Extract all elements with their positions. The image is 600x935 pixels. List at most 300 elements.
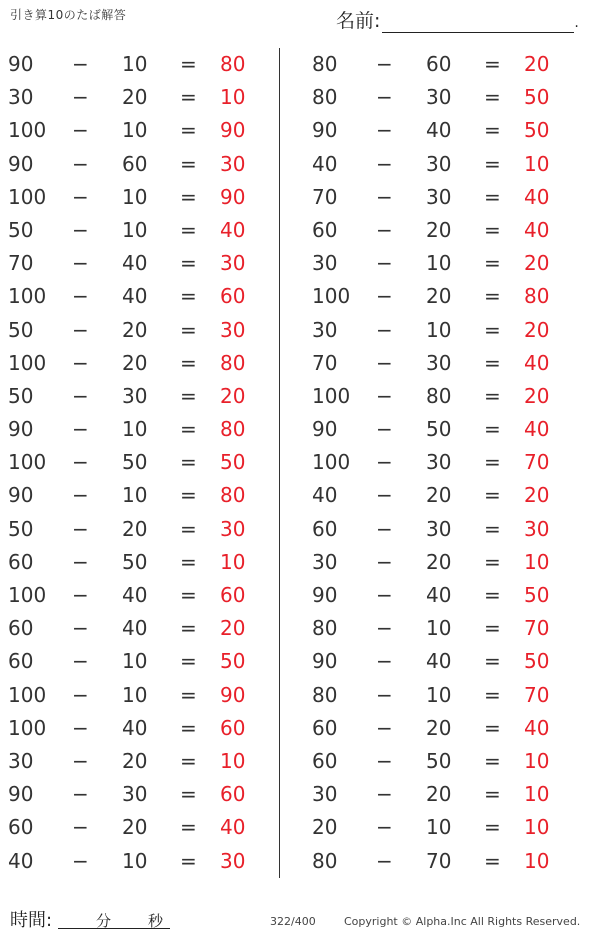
minuend: 100 [8,284,47,309]
problem-row [304,679,584,712]
minuend: 100 [8,118,47,143]
answer: 80 [220,483,246,508]
problem-row [0,214,280,247]
answer: 80 [220,52,246,76]
subtrahend: 20 [426,217,452,242]
minuend: 100 [312,450,351,475]
answer: 50 [220,649,246,674]
minuend: 50 [8,317,34,342]
answer: 20 [220,383,246,408]
minus-sign: − [376,284,393,309]
subtrahend: 10 [426,251,452,276]
equals-sign: = [484,516,501,541]
minus-sign: − [72,848,89,873]
subtrahend: 30 [426,516,452,541]
subtrahend: 20 [122,815,148,840]
minus-sign: − [376,450,393,475]
minuend: 70 [8,251,34,276]
answer: 70 [524,450,550,475]
name-field [336,6,579,33]
minus-sign: − [72,383,89,408]
equals-sign: = [180,583,197,607]
problem-row [0,247,280,280]
minus-sign: − [376,251,393,276]
equals-sign: = [180,350,197,375]
minus-sign: − [376,350,393,375]
minuend: 90 [312,583,338,607]
subtrahend: 20 [426,549,452,574]
answer: 20 [524,317,550,342]
minus-sign: − [72,715,89,740]
minuend: 60 [8,649,34,674]
subtrahend: 20 [122,516,148,541]
equals-sign: = [180,616,197,641]
answer: 10 [524,848,550,873]
minuend: 90 [8,483,34,508]
answer: 40 [524,350,550,375]
minuend: 100 [312,284,351,309]
subtrahend: 20 [426,483,452,508]
problem-row [0,712,280,745]
footer [0,906,600,934]
answer: 20 [524,251,550,276]
time-label: 時間: [10,910,53,931]
problem-row [304,546,584,579]
minus-sign: − [376,383,393,408]
problem-row [0,845,280,878]
minuend: 30 [312,317,338,342]
answer: 70 [524,682,550,707]
problem-row [0,479,280,512]
answer: 40 [524,417,550,442]
equals-sign: = [484,782,501,807]
problem-row [304,612,584,645]
minuend: 20 [312,815,338,840]
problem-row [0,513,280,546]
minuend: 100 [312,383,351,408]
problem-row [304,114,584,147]
minus-sign: − [376,583,393,607]
minus-sign: − [376,649,393,674]
minuend: 50 [8,217,34,242]
answer: 60 [220,583,246,607]
subtrahend: 10 [122,848,148,873]
equals-sign: = [484,450,501,475]
answer: 30 [220,151,246,176]
minuend: 80 [312,616,338,641]
equals-sign: = [180,151,197,176]
subtrahend: 10 [122,417,148,442]
answer: 90 [220,184,246,209]
equals-sign: = [180,383,197,408]
minus-sign: − [376,616,393,641]
equals-sign: = [180,848,197,873]
answer: 20 [524,483,550,508]
subtrahend: 10 [122,52,148,76]
minuend: 60 [8,815,34,840]
answer: 60 [220,715,246,740]
answer: 50 [220,450,246,475]
subtrahend: 10 [122,118,148,143]
subtrahend: 40 [122,284,148,309]
seconds-label: 秒 [148,912,164,930]
equals-sign: = [484,583,501,607]
problem-row [304,712,584,745]
minuend: 70 [312,350,338,375]
answer: 20 [220,616,246,641]
answer: 30 [220,317,246,342]
answer: 40 [524,217,550,242]
minus-sign: − [376,483,393,508]
equals-sign: = [484,848,501,873]
answer: 50 [524,649,550,674]
minuend: 60 [312,217,338,242]
equals-sign: = [484,251,501,276]
problem-row [0,546,280,579]
problem-row [304,214,584,247]
problem-row [304,148,584,181]
minuend: 100 [8,184,47,209]
equals-sign: = [180,748,197,773]
minuend: 90 [8,52,34,76]
subtrahend: 20 [122,85,148,110]
equals-sign: = [180,217,197,242]
equals-sign: = [484,383,501,408]
answer: 50 [524,85,550,110]
minuend: 100 [8,682,47,707]
answer: 70 [524,616,550,641]
problem-row [0,81,280,114]
subtrahend: 20 [426,782,452,807]
minuend: 60 [8,549,34,574]
equals-sign: = [484,350,501,375]
minus-sign: − [376,748,393,773]
answer: 40 [524,184,550,209]
minus-sign: − [72,284,89,309]
subtrahend: 70 [426,848,452,873]
equals-sign: = [180,649,197,674]
minus-sign: − [376,782,393,807]
subtrahend: 30 [426,151,452,176]
problem-row [304,280,584,313]
problem-row [0,347,280,380]
answer: 50 [524,118,550,143]
equals-sign: = [180,52,197,76]
problem-row [0,579,280,612]
problem-row [0,745,280,778]
minus-sign: − [376,848,393,873]
copyright: Copyright © Alpha.Inc All Rights Reserved. [344,915,581,928]
equals-sign: = [484,649,501,674]
name-line [382,14,574,33]
problem-row [304,479,584,512]
subtrahend: 10 [122,649,148,674]
subtrahend: 20 [426,284,452,309]
minuend: 30 [8,85,34,110]
page-number: 322/400 [270,915,316,928]
minus-sign: − [72,649,89,674]
equals-sign: = [484,52,501,76]
answer: 30 [220,516,246,541]
answer: 20 [524,383,550,408]
answer: 10 [220,549,246,574]
minus-sign: − [72,85,89,110]
minuend: 60 [312,516,338,541]
answer: 40 [524,715,550,740]
equals-sign: = [180,450,197,475]
minus-sign: − [72,151,89,176]
subtrahend: 30 [426,450,452,475]
problem-row [304,513,584,546]
equals-sign: = [180,782,197,807]
minus-sign: − [376,118,393,143]
problem-row [0,612,280,645]
subtrahend: 30 [122,782,148,807]
equals-sign: = [484,118,501,143]
answer: 20 [524,52,550,76]
subtrahend: 40 [122,251,148,276]
minus-sign: − [72,350,89,375]
problem-row [304,413,584,446]
minus-sign: − [72,583,89,607]
minuend: 30 [312,782,338,807]
answer: 60 [220,782,246,807]
minus-sign: − [72,217,89,242]
subtrahend: 20 [122,317,148,342]
answer: 10 [524,782,550,807]
answer: 90 [220,682,246,707]
equals-sign: = [484,815,501,840]
minus-sign: − [72,184,89,209]
minus-sign: − [72,682,89,707]
equals-sign: = [484,85,501,110]
minuend: 60 [8,616,34,641]
problem-row [0,679,280,712]
answer: 80 [524,284,550,309]
minus-sign: − [72,52,89,76]
problem-row [304,181,584,214]
minus-sign: − [376,682,393,707]
minuend: 90 [8,151,34,176]
problem-row [0,413,280,446]
minuend: 100 [8,350,47,375]
minuend: 30 [312,251,338,276]
answer: 40 [220,815,246,840]
answer: 30 [524,516,550,541]
minus-sign: − [376,52,393,76]
minuend: 90 [312,417,338,442]
subtrahend: 50 [122,549,148,574]
right-problem-column [304,48,584,878]
worksheet-title: 引き算10のたば解答 [10,8,127,22]
minuend: 80 [312,52,338,76]
subtrahend: 10 [426,616,452,641]
minuend: 70 [312,184,338,209]
minus-sign: − [72,317,89,342]
equals-sign: = [180,251,197,276]
equals-sign: = [484,151,501,176]
minus-sign: − [376,317,393,342]
problem-row [0,114,280,147]
minuend: 80 [312,682,338,707]
minus-sign: − [72,782,89,807]
subtrahend: 50 [122,450,148,475]
minuend: 50 [8,516,34,541]
subtrahend: 10 [122,184,148,209]
subtrahend: 30 [426,85,452,110]
minus-sign: − [376,151,393,176]
subtrahend: 30 [426,184,452,209]
minus-sign: − [72,748,89,773]
minuend: 90 [8,782,34,807]
problem-row [304,380,584,413]
subtrahend: 20 [122,350,148,375]
minus-sign: − [376,417,393,442]
problem-row [304,247,584,280]
equals-sign: = [180,118,197,143]
problem-row [304,314,584,347]
equals-sign: = [180,815,197,840]
minuend: 90 [8,417,34,442]
minus-sign: − [72,450,89,475]
problem-row [304,778,584,811]
subtrahend: 20 [122,748,148,773]
problem-row [0,446,280,479]
equals-sign: = [484,317,501,342]
minuend: 100 [8,583,47,607]
subtrahend: 30 [426,350,452,375]
left-problem-column [0,48,280,878]
subtrahend: 50 [426,417,452,442]
answer: 40 [220,217,246,242]
problem-row [0,380,280,413]
minuend: 30 [8,748,34,773]
minutes-label: 分 [96,912,112,930]
equals-sign: = [484,682,501,707]
minus-sign: − [72,483,89,508]
answer: 80 [220,350,246,375]
answer: 30 [220,848,246,873]
subtrahend: 10 [122,483,148,508]
equals-sign: = [484,483,501,508]
subtrahend: 40 [426,649,452,674]
answer: 10 [524,748,550,773]
problem-row [304,347,584,380]
subtrahend: 60 [426,52,452,76]
minuend: 40 [312,483,338,508]
equals-sign: = [180,184,197,209]
equals-sign: = [180,715,197,740]
problem-row [0,314,280,347]
answer: 10 [220,748,246,773]
problem-row [304,579,584,612]
problem-row [0,811,280,844]
answer: 10 [524,549,550,574]
equals-sign: = [484,616,501,641]
minuend: 90 [312,118,338,143]
minus-sign: − [376,549,393,574]
problem-row [0,148,280,181]
answer: 10 [220,85,246,110]
problem-row [304,845,584,878]
minus-sign: − [376,516,393,541]
subtrahend: 40 [426,583,452,607]
equals-sign: = [484,748,501,773]
equals-sign: = [484,217,501,242]
answer: 10 [524,815,550,840]
minus-sign: − [72,815,89,840]
minuend: 60 [312,748,338,773]
minus-sign: − [376,815,393,840]
subtrahend: 80 [426,383,452,408]
name-label: 名前: [336,10,381,32]
minus-sign: − [376,85,393,110]
equals-sign: = [180,682,197,707]
problem-row [0,48,280,81]
minuend: 90 [312,649,338,674]
subtrahend: 10 [426,815,452,840]
subtrahend: 10 [122,217,148,242]
subtrahend: 40 [122,583,148,607]
minus-sign: − [72,549,89,574]
minuend: 80 [312,85,338,110]
subtrahend: 50 [426,748,452,773]
minuend: 40 [8,848,34,873]
minuend: 40 [312,151,338,176]
minus-sign: − [72,616,89,641]
equals-sign: = [484,715,501,740]
answer: 80 [220,417,246,442]
subtrahend: 20 [426,715,452,740]
minus-sign: − [376,715,393,740]
subtrahend: 40 [426,118,452,143]
problem-row [304,811,584,844]
problem-row [0,645,280,678]
problem-row [304,81,584,114]
minus-sign: − [72,417,89,442]
problem-row [304,645,584,678]
problem-row [304,745,584,778]
minus-sign: − [72,516,89,541]
problem-row [304,446,584,479]
minuend: 60 [312,715,338,740]
answer: 50 [524,583,550,607]
minus-sign: − [376,184,393,209]
equals-sign: = [484,284,501,309]
problem-row [0,280,280,313]
answer: 90 [220,118,246,143]
name-dot: . [574,15,579,31]
answer: 30 [220,251,246,276]
answer: 10 [524,151,550,176]
subtrahend: 60 [122,151,148,176]
equals-sign: = [484,549,501,574]
minus-sign: − [72,251,89,276]
equals-sign: = [484,417,501,442]
subtrahend: 10 [426,682,452,707]
minuend: 100 [8,715,47,740]
subtrahend: 40 [122,715,148,740]
subtrahend: 30 [122,383,148,408]
minuend: 50 [8,383,34,408]
problem-row [0,181,280,214]
minuend: 30 [312,549,338,574]
equals-sign: = [180,284,197,309]
equals-sign: = [180,516,197,541]
minuend: 100 [8,450,47,475]
equals-sign: = [180,549,197,574]
equals-sign: = [180,417,197,442]
